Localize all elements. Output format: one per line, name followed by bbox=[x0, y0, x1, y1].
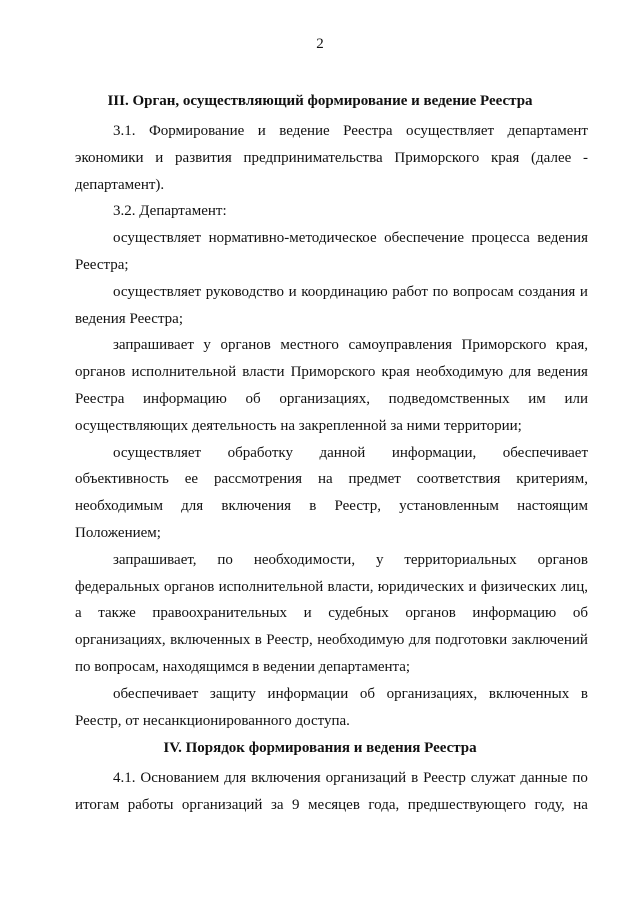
word: экономики bbox=[75, 149, 144, 166]
word: настоящим bbox=[517, 498, 588, 515]
word: и bbox=[288, 283, 297, 300]
word: ведения bbox=[537, 364, 588, 381]
word: создания bbox=[518, 283, 576, 300]
word: организациях, bbox=[386, 685, 478, 702]
word: для bbox=[509, 364, 532, 381]
word: организаций bbox=[181, 796, 263, 813]
word: и bbox=[468, 578, 477, 595]
word: заключений bbox=[511, 632, 588, 649]
section-4-heading: IV. Порядок формирования и ведения Реестра bbox=[163, 740, 477, 756]
word: в bbox=[411, 770, 419, 786]
word: года, bbox=[368, 796, 400, 813]
text-line bbox=[75, 466, 588, 493]
word: или bbox=[564, 390, 588, 407]
word: 4.1. bbox=[113, 770, 136, 786]
word: ведения bbox=[537, 230, 588, 247]
word: также bbox=[98, 605, 136, 622]
word: нормативно-методическое bbox=[208, 230, 377, 247]
text-line bbox=[75, 332, 588, 359]
word: департамент bbox=[507, 123, 588, 139]
word: по bbox=[572, 770, 588, 786]
text-line: осуществляющих деятельность на закрепленной за ними территории; bbox=[75, 417, 522, 434]
word: и bbox=[257, 123, 266, 139]
word: Реестр, bbox=[334, 498, 381, 515]
text-line bbox=[75, 359, 588, 386]
word: данной bbox=[319, 444, 366, 461]
text-line bbox=[75, 279, 588, 306]
word: необходимым bbox=[75, 498, 163, 515]
word: необходимости, bbox=[253, 551, 356, 568]
word: у bbox=[375, 551, 384, 568]
word: для bbox=[408, 632, 431, 649]
word: Реестра bbox=[75, 390, 125, 407]
word: включения bbox=[251, 770, 321, 786]
text-line bbox=[75, 118, 588, 145]
text-line bbox=[75, 681, 588, 708]
word: обеспечение bbox=[384, 230, 464, 247]
word: Приморского bbox=[461, 337, 547, 354]
word: а bbox=[75, 605, 82, 622]
word: юридических bbox=[377, 578, 465, 595]
word: работы bbox=[127, 796, 174, 813]
text-line bbox=[75, 600, 588, 627]
word: в bbox=[580, 685, 588, 702]
paragraph-request-local bbox=[75, 332, 588, 439]
word: исполнительной bbox=[218, 578, 324, 595]
word: Реестр, bbox=[266, 632, 313, 649]
word: осуществляет bbox=[113, 283, 202, 300]
word: служат bbox=[470, 770, 516, 786]
word: территориальных bbox=[404, 551, 517, 568]
text-line bbox=[75, 765, 588, 792]
word: власти bbox=[242, 364, 285, 381]
word: для bbox=[181, 498, 204, 515]
word: для bbox=[224, 770, 247, 786]
word: защиту bbox=[209, 685, 256, 702]
paragraph-4-1 bbox=[75, 765, 588, 819]
text-line bbox=[75, 386, 588, 413]
text-line bbox=[75, 493, 588, 520]
word: на bbox=[317, 471, 333, 488]
word: края bbox=[381, 364, 410, 381]
text-line bbox=[75, 225, 588, 252]
word: Основанием bbox=[140, 770, 220, 786]
word: объективность bbox=[75, 471, 169, 488]
word: предшествующего bbox=[407, 796, 526, 813]
text-line bbox=[75, 574, 588, 601]
word: включенных bbox=[170, 632, 251, 649]
word: установленным bbox=[399, 498, 499, 515]
word: Реестра bbox=[343, 123, 393, 139]
word: осуществляет bbox=[113, 444, 202, 461]
word: Формирование bbox=[148, 123, 245, 139]
word: рассмотрения bbox=[213, 471, 303, 488]
paragraph-request-federal bbox=[75, 547, 588, 681]
text-line bbox=[75, 145, 588, 172]
word: обработку bbox=[227, 444, 293, 461]
section-4-body bbox=[75, 765, 588, 819]
word: ее bbox=[184, 471, 199, 488]
word: местного bbox=[280, 337, 339, 354]
word: включенных bbox=[488, 685, 570, 702]
text-line bbox=[75, 547, 588, 574]
word: ведение bbox=[279, 123, 330, 139]
word: об bbox=[572, 605, 588, 622]
word: необходимую bbox=[415, 364, 504, 381]
word: - bbox=[583, 149, 588, 166]
word: информации, bbox=[391, 444, 477, 461]
word: и bbox=[579, 283, 588, 300]
word: федеральных bbox=[75, 578, 160, 595]
word: в bbox=[254, 632, 262, 649]
word: развития bbox=[175, 149, 232, 166]
word: координацию bbox=[301, 283, 388, 300]
word: обеспечивает bbox=[113, 685, 199, 702]
page-number: 2 bbox=[316, 36, 324, 52]
paragraph-processing bbox=[75, 440, 588, 547]
word: подведомственных bbox=[388, 390, 510, 407]
word: 9 bbox=[292, 796, 300, 813]
text-line bbox=[75, 627, 588, 654]
word: организациях, bbox=[279, 390, 370, 407]
word: в bbox=[309, 498, 317, 515]
word: процесса bbox=[471, 230, 530, 247]
word: за bbox=[270, 796, 284, 813]
word: (далее bbox=[531, 149, 572, 166]
word: об bbox=[359, 685, 375, 702]
word: предпринимательства bbox=[243, 149, 383, 166]
word: вопросам bbox=[452, 283, 514, 300]
word: организаций bbox=[325, 770, 407, 786]
paragraph-protection bbox=[75, 681, 588, 735]
word: на bbox=[573, 796, 588, 813]
word: информации bbox=[267, 685, 349, 702]
word: осуществляет bbox=[405, 123, 495, 139]
word: информацию bbox=[143, 390, 227, 407]
word: органов bbox=[220, 337, 271, 354]
word: власти, bbox=[327, 578, 374, 595]
section-3-body bbox=[75, 118, 588, 734]
word: подготовки bbox=[435, 632, 508, 649]
word: 3.1. bbox=[113, 123, 136, 139]
word: физических bbox=[480, 578, 557, 595]
word: Реестр bbox=[423, 770, 466, 786]
word: месяцев bbox=[308, 796, 360, 813]
word: органов bbox=[75, 364, 126, 381]
word: организациях, bbox=[75, 632, 166, 649]
word: правоохранительных bbox=[152, 605, 288, 622]
word: включения bbox=[221, 498, 292, 515]
text-line: по вопросам, находящимся в ведении департамента; bbox=[75, 658, 411, 675]
word: информацию bbox=[472, 605, 557, 622]
text-line bbox=[75, 792, 588, 819]
text-line: департамент). bbox=[75, 176, 165, 193]
word: соответствия bbox=[416, 471, 501, 488]
text-line: ведения Реестра; bbox=[75, 310, 184, 327]
section-3-heading: III. Орган, осуществляющий формирование и ведение Реестра bbox=[107, 93, 533, 109]
paragraph-methodology bbox=[75, 225, 588, 279]
text-line: Реестр, от несанкционированного доступа. bbox=[75, 712, 350, 729]
word: обеспечивает bbox=[502, 444, 588, 461]
word: лиц, bbox=[560, 578, 588, 595]
paragraph-3-2: 3.2. Департамент: bbox=[113, 203, 227, 220]
word: году, bbox=[534, 796, 565, 813]
word: по bbox=[217, 551, 233, 568]
word: им bbox=[528, 390, 546, 407]
paragraph-coordination bbox=[75, 279, 588, 333]
word: судебных bbox=[328, 605, 389, 622]
word: у bbox=[203, 337, 211, 354]
word: по bbox=[432, 283, 449, 300]
word: исполнительной bbox=[131, 364, 237, 381]
word: осуществляет bbox=[113, 230, 202, 247]
word: Приморского bbox=[290, 364, 376, 381]
word: данные bbox=[520, 770, 568, 786]
word: необходимую bbox=[317, 632, 405, 649]
word: критериям, bbox=[516, 471, 588, 488]
word: и bbox=[155, 149, 164, 166]
word: края bbox=[490, 149, 520, 166]
word: работ bbox=[392, 283, 428, 300]
word: и bbox=[303, 605, 312, 622]
text-line: Положением; bbox=[75, 524, 161, 541]
text-line: Реестра; bbox=[75, 256, 129, 273]
word: самоуправления bbox=[348, 337, 453, 354]
word: предмет bbox=[348, 471, 401, 488]
word: запрашивает, bbox=[113, 551, 197, 568]
word: запрашивает bbox=[113, 337, 194, 354]
word: об bbox=[245, 390, 261, 407]
text-line bbox=[75, 440, 588, 467]
word: органов bbox=[405, 605, 456, 622]
paragraph-3-1 bbox=[75, 118, 588, 198]
word: края, bbox=[555, 337, 588, 354]
word: руководство bbox=[205, 283, 284, 300]
word: Приморского bbox=[394, 149, 480, 166]
word: органов bbox=[537, 551, 588, 568]
word: органов bbox=[163, 578, 215, 595]
word: итогам bbox=[75, 796, 120, 813]
